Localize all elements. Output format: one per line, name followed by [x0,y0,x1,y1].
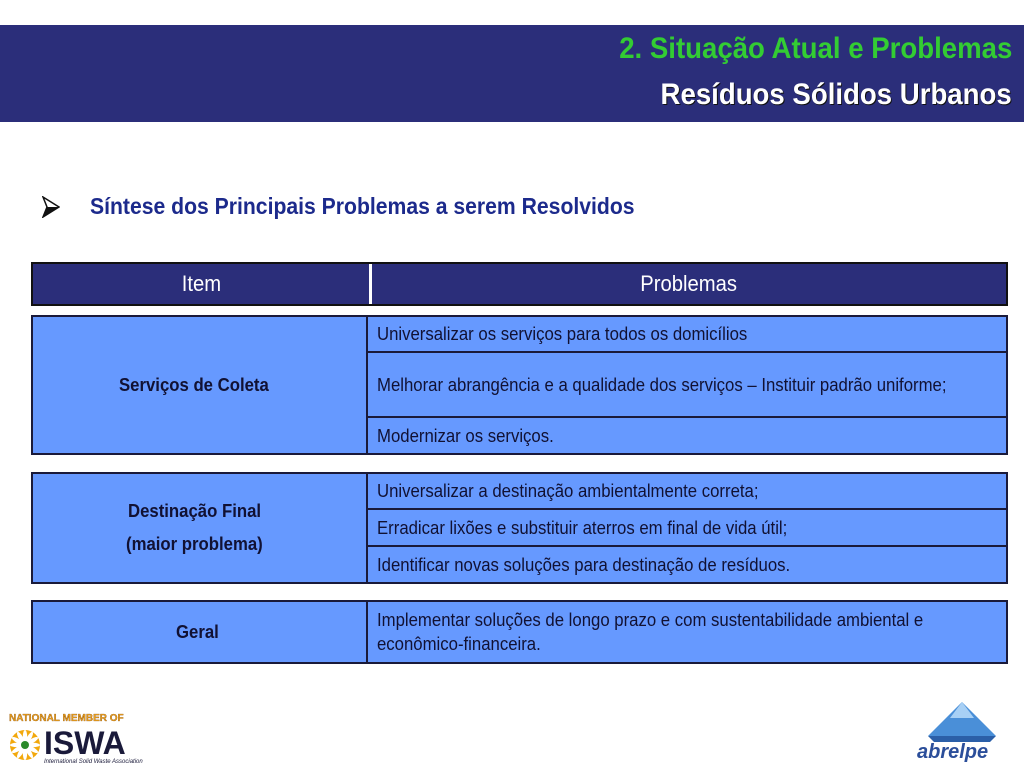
item-cell [31,600,368,664]
table-group-coleta [31,315,1008,455]
section-heading [42,193,682,220]
arrow-bullet-icon [42,196,60,218]
problem-cell: Universalizar a destinação ambientalmente correta; [368,472,1008,510]
item-cell [31,315,368,455]
problem-cell: Modernizar os serviços. [368,418,1008,455]
problem-cell: Implementar soluções de longo prazo e com sustentabilidade ambiental e econômico-financeira. [368,600,1008,664]
item-label: Geral [176,621,220,642]
abrelpe-logo [912,700,1012,762]
section-heading-text: Síntese dos Principais Problemas a serem Resolvidos [90,193,635,219]
column-header-item: Item [33,264,372,304]
table-group-destinacao [31,472,1008,584]
slide-subtitle: Resíduos Sólidos Urbanos [660,78,1012,111]
svg-text:International Solid Waste Asso: International Solid Waste Association [44,759,143,764]
column-header-problems: Problemas [640,271,738,296]
svg-text:NATIONAL MEMBER OF: NATIONAL MEMBER OF [9,713,124,724]
problem-cell: Erradicar lixões e substituir aterros em final de vida útil; [368,510,1008,547]
problem-cell: Identificar novas soluções para destinação de resíduos. [368,547,1008,584]
item-label: Destinação Final [127,501,262,521]
problem-cell: Universalizar os serviços para todos os domicílios [368,315,1008,353]
slide-title: 2. Situação Atual e Problemas [618,32,1012,65]
iswa-logo [8,712,178,764]
item-label: Serviços de Coleta [118,374,269,395]
table-group-geral [31,600,1008,664]
table-header [31,262,1008,306]
problem-cell: Melhorar abrangência e a qualidade dos serviços – Instituir padrão uniforme; [368,353,1008,418]
svg-text:ISWA: ISWA [44,725,126,761]
item-cell [31,472,368,584]
svg-text:abrelpe: abrelpe [917,741,989,762]
item-label-note: (maior problema) [125,534,263,554]
